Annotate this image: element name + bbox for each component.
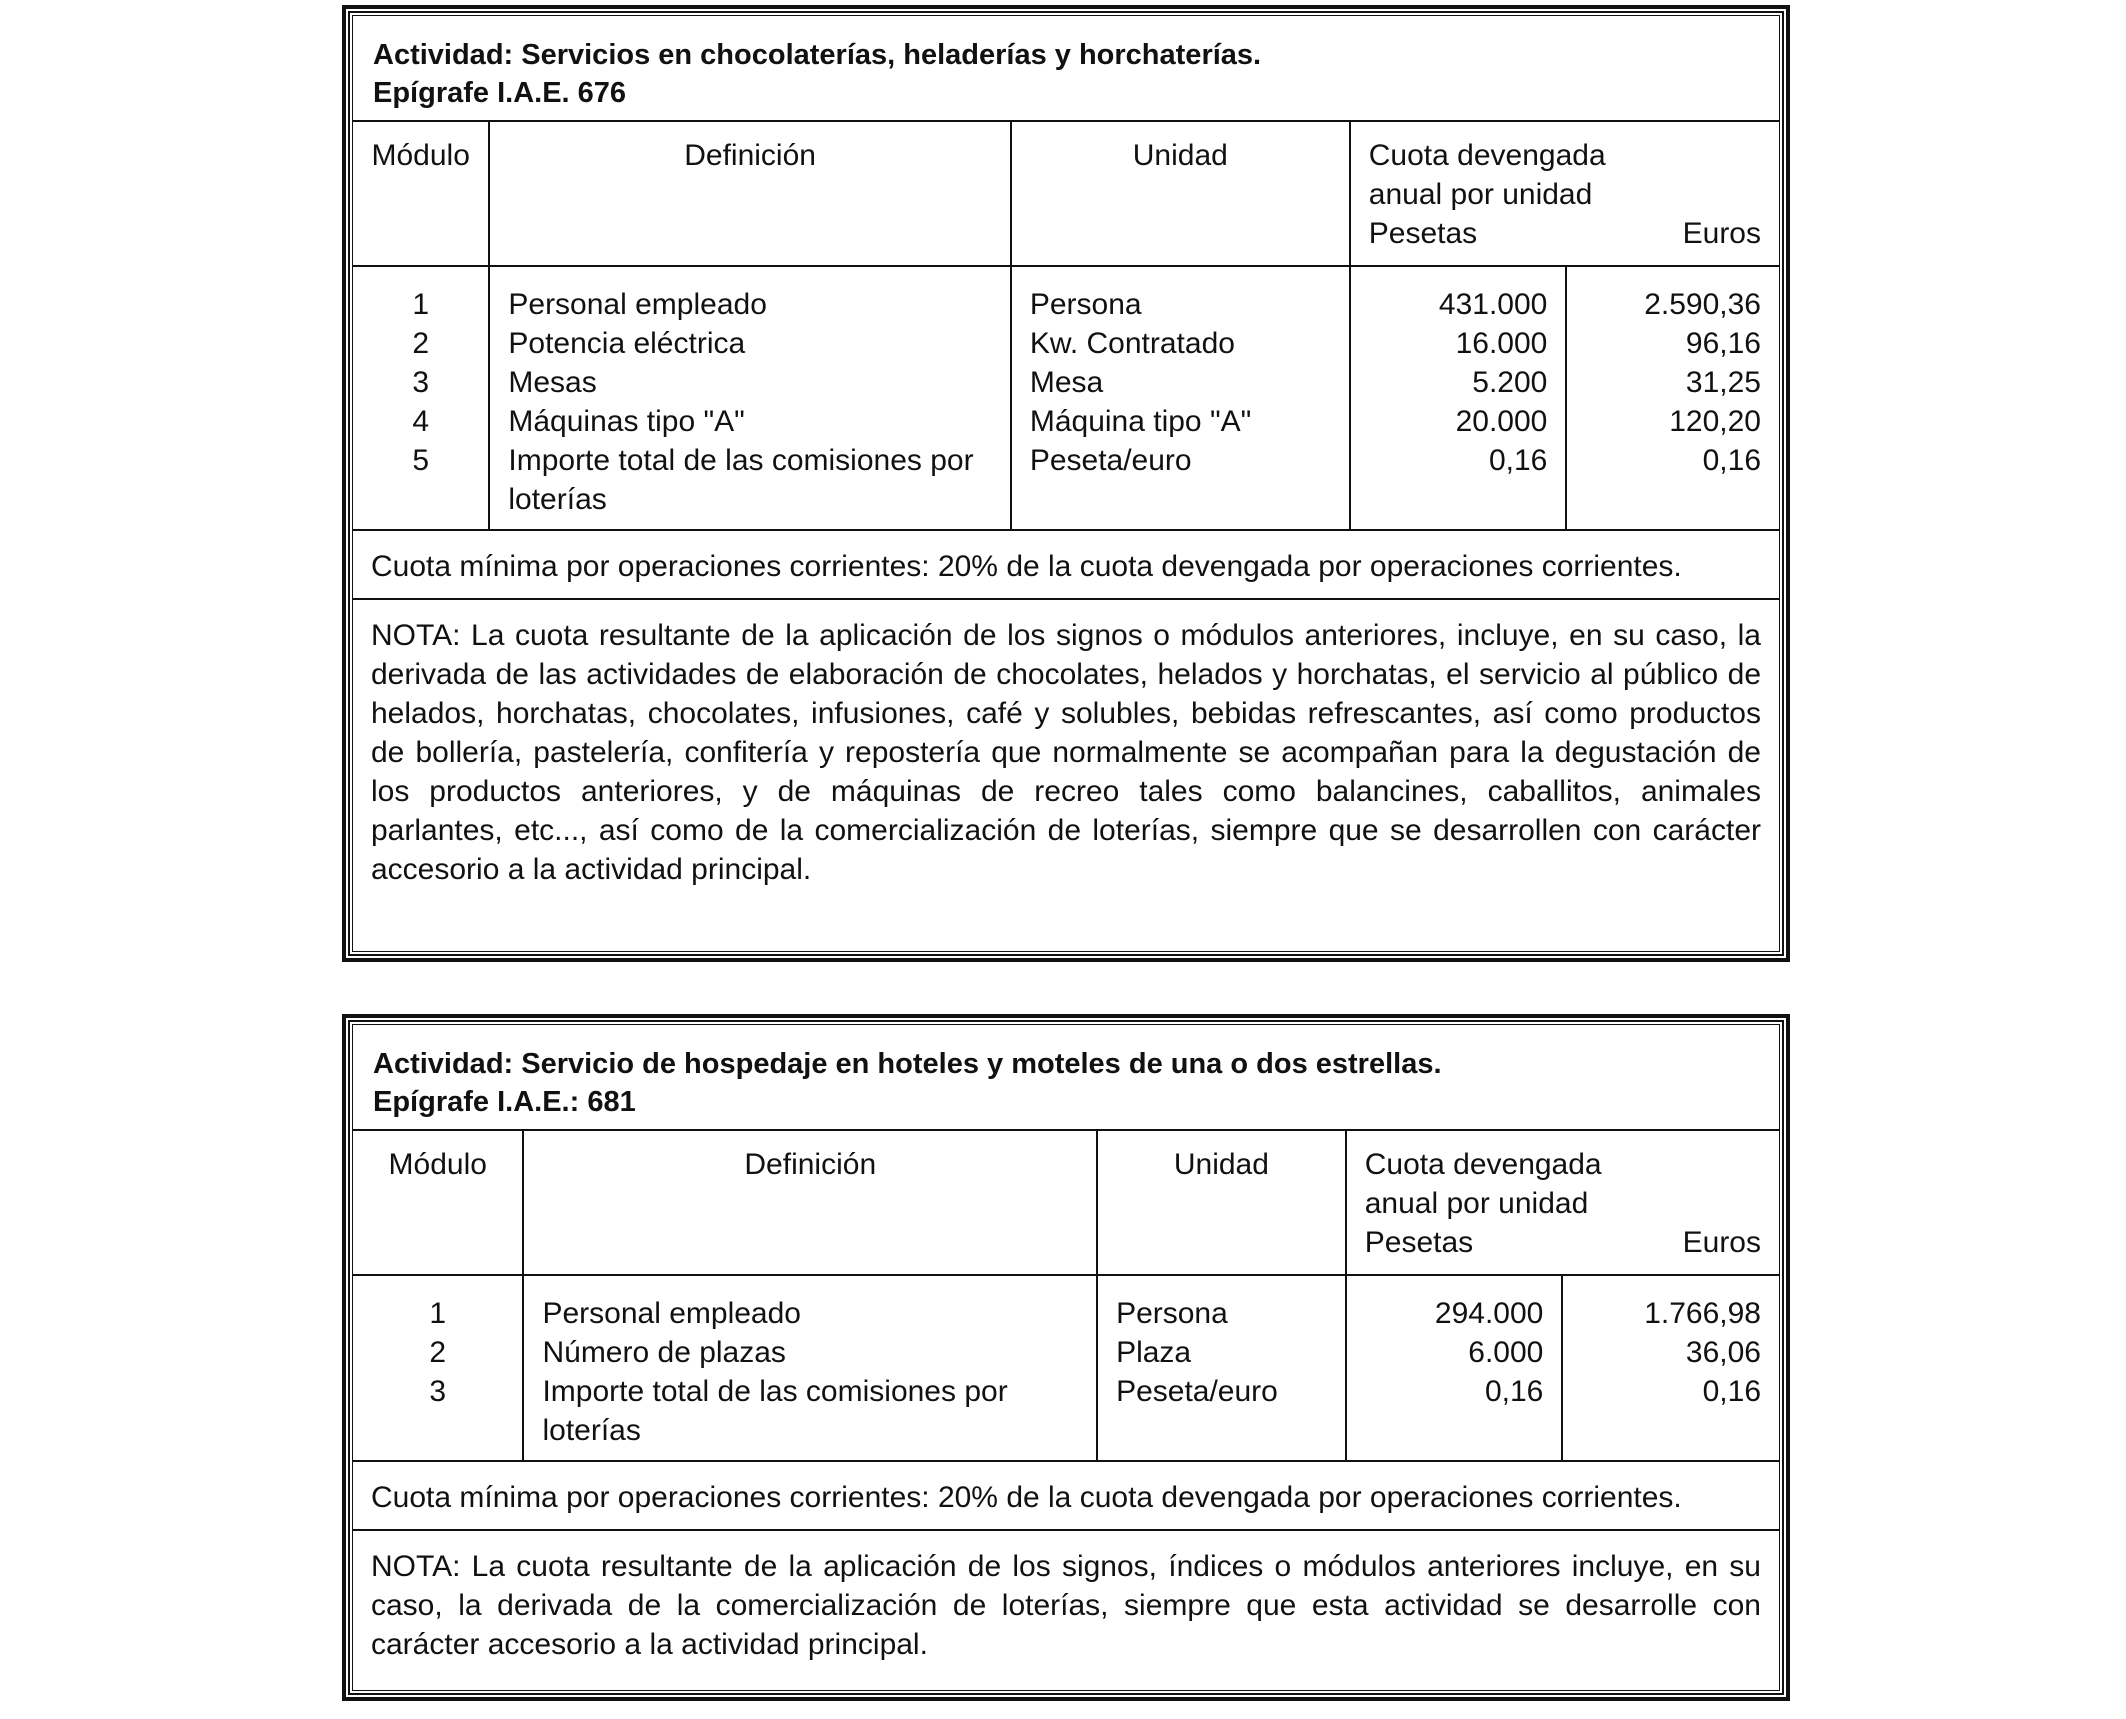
activity-table-inner (352, 15, 1780, 952)
cuota-minima: Cuota mínima por operaciones corrientes: 20% de la cuota devengada por operaciones corrientes. (353, 1460, 1779, 1529)
cell-pesetas: 431.000 (1350, 266, 1567, 324)
cell-modulo: 1 (353, 1275, 523, 1333)
header-pesetas: Pesetas (1364, 1226, 1474, 1259)
cell-modulo: 4 (353, 402, 489, 441)
header-definicion: Definición (523, 1131, 1097, 1275)
header-cuota-line1: Cuota devengada (1368, 139, 1606, 172)
cell-definicion: Máquinas tipo "A" (489, 402, 1010, 441)
nota: NOTA: La cuota resultante de la aplicación de los signos o módulos anteriores, incluye, en su caso, la derivada de las actividades de elaboración de chocolates, helados y horchatas, el servicio al público de helados, horchatas, chocolates, infusiones, café y solubles, bebidas refrescantes, así como productos de bollería, pastelería, confitería y repostería que normalmente se acompañan para la degustación de los productos anteriores, y de máquinas de recreo tales como balancines, caballitos, animales parlantes, etc..., así como de la comercialización de loterías, siempre que se desarrollen con carácter accesorio a la actividad principal. (353, 598, 1779, 901)
header-unidad: Unidad (1011, 122, 1350, 266)
cell-unidad: Peseta/euro (1011, 441, 1350, 529)
table-header-row (353, 1131, 1779, 1275)
cell-euros: 36,06 (1685, 1336, 1761, 1369)
table-row (353, 402, 1779, 441)
header-currency-row (1365, 1223, 1761, 1262)
activity-title: Actividad: Servicios en chocolaterías, heladerías y horchaterías. (373, 39, 1262, 71)
activity-header (353, 1025, 1779, 1131)
cell-definicion: Potencia eléctrica (489, 324, 1010, 363)
header-cuota (1346, 1131, 1779, 1275)
cell-pesetas: 5.200 (1350, 363, 1567, 402)
cell-pesetas: 0,16 (1346, 1372, 1563, 1460)
cell-euros: 120,20 (1669, 405, 1761, 438)
cell-unidad: Peseta/euro (1097, 1372, 1346, 1460)
cell-modulo: 5 (353, 441, 489, 529)
cell-pesetas: 294.000 (1346, 1275, 1563, 1333)
header-modulo: Módulo (353, 122, 489, 266)
header-cuota-line2: anual por unidad (1364, 1187, 1589, 1220)
modules-table (353, 122, 1779, 529)
cell-pesetas: 20.000 (1350, 402, 1567, 441)
cell-modulo: 2 (353, 324, 489, 363)
activity-title: Actividad: Servicio de hospedaje en hoteles y moteles de una o dos estrellas. (373, 1048, 1442, 1080)
cuota-minima: Cuota mínima por operaciones corrientes: 20% de la cuota devengada por operaciones corrientes. (353, 529, 1779, 598)
cell-euros: 0,16 (1702, 444, 1761, 477)
cell-euros: 0,16 (1702, 1375, 1761, 1408)
cell-definicion: Importe total de las comisiones por loterías (523, 1372, 1097, 1460)
cell-pesetas: 0,16 (1350, 441, 1567, 529)
cell-euros: 31,25 (1685, 366, 1761, 399)
cell-euros: 96,16 (1685, 327, 1761, 360)
cell-definicion: Número de plazas (523, 1333, 1097, 1372)
table-row (353, 1275, 1779, 1333)
header-currency-row (1369, 214, 1761, 253)
table-row (353, 441, 1779, 529)
cell-modulo: 3 (353, 1372, 523, 1460)
header-euros: Euros (1682, 1226, 1761, 1259)
header-definicion: Definición (489, 122, 1010, 266)
cell-unidad: Máquina tipo "A" (1011, 402, 1350, 441)
cell-unidad: Persona (1097, 1275, 1346, 1333)
header-pesetas: Pesetas (1368, 217, 1478, 250)
epigrafe-label: Epígrafe I.A.E. 676 (373, 77, 627, 109)
cell-unidad: Persona (1011, 266, 1350, 324)
cell-definicion: Importe total de las comisiones por loterías (489, 441, 1010, 529)
header-unidad: Unidad (1097, 1131, 1346, 1275)
activity-header (353, 16, 1779, 122)
cell-modulo: 1 (353, 266, 489, 324)
table-row (353, 1333, 1779, 1372)
header-cuota-line2: anual por unidad (1368, 178, 1593, 211)
cell-definicion: Mesas (489, 363, 1010, 402)
cell-unidad: Kw. Contratado (1011, 324, 1350, 363)
header-cuota-line1: Cuota devengada (1364, 1148, 1602, 1181)
table-row (353, 363, 1779, 402)
modules-table (353, 1131, 1779, 1460)
header-euros: Euros (1682, 217, 1761, 250)
cell-unidad: Plaza (1097, 1333, 1346, 1372)
cell-pesetas: 16.000 (1350, 324, 1567, 363)
epigrafe-label: Epígrafe I.A.E.: 681 (373, 1086, 636, 1118)
header-modulo: Módulo (353, 1131, 523, 1275)
header-cuota (1350, 122, 1779, 266)
cell-pesetas: 6.000 (1346, 1333, 1563, 1372)
cell-modulo: 3 (353, 363, 489, 402)
cell-modulo: 2 (353, 1333, 523, 1372)
activity-table-inner (352, 1024, 1780, 1691)
cell-euros: 2.590,36 (1644, 288, 1761, 321)
cell-euros: 1.766,98 (1644, 1297, 1761, 1330)
cell-definicion: Personal empleado (489, 266, 1010, 324)
table-row (353, 324, 1779, 363)
activity-table-676 (342, 5, 1790, 962)
table-row (353, 266, 1779, 324)
activity-table-681 (342, 1014, 1790, 1701)
nota: NOTA: La cuota resultante de la aplicación de los signos, índices o módulos anteriores incluye, en su caso, la derivada de la comercialización de loterías, siempre que esta actividad se desarrolle con carácter accesorio a la actividad principal. (353, 1529, 1779, 1676)
cell-definicion: Personal empleado (523, 1275, 1097, 1333)
cell-unidad: Mesa (1011, 363, 1350, 402)
table-row (353, 1372, 1779, 1460)
table-header-row (353, 122, 1779, 266)
